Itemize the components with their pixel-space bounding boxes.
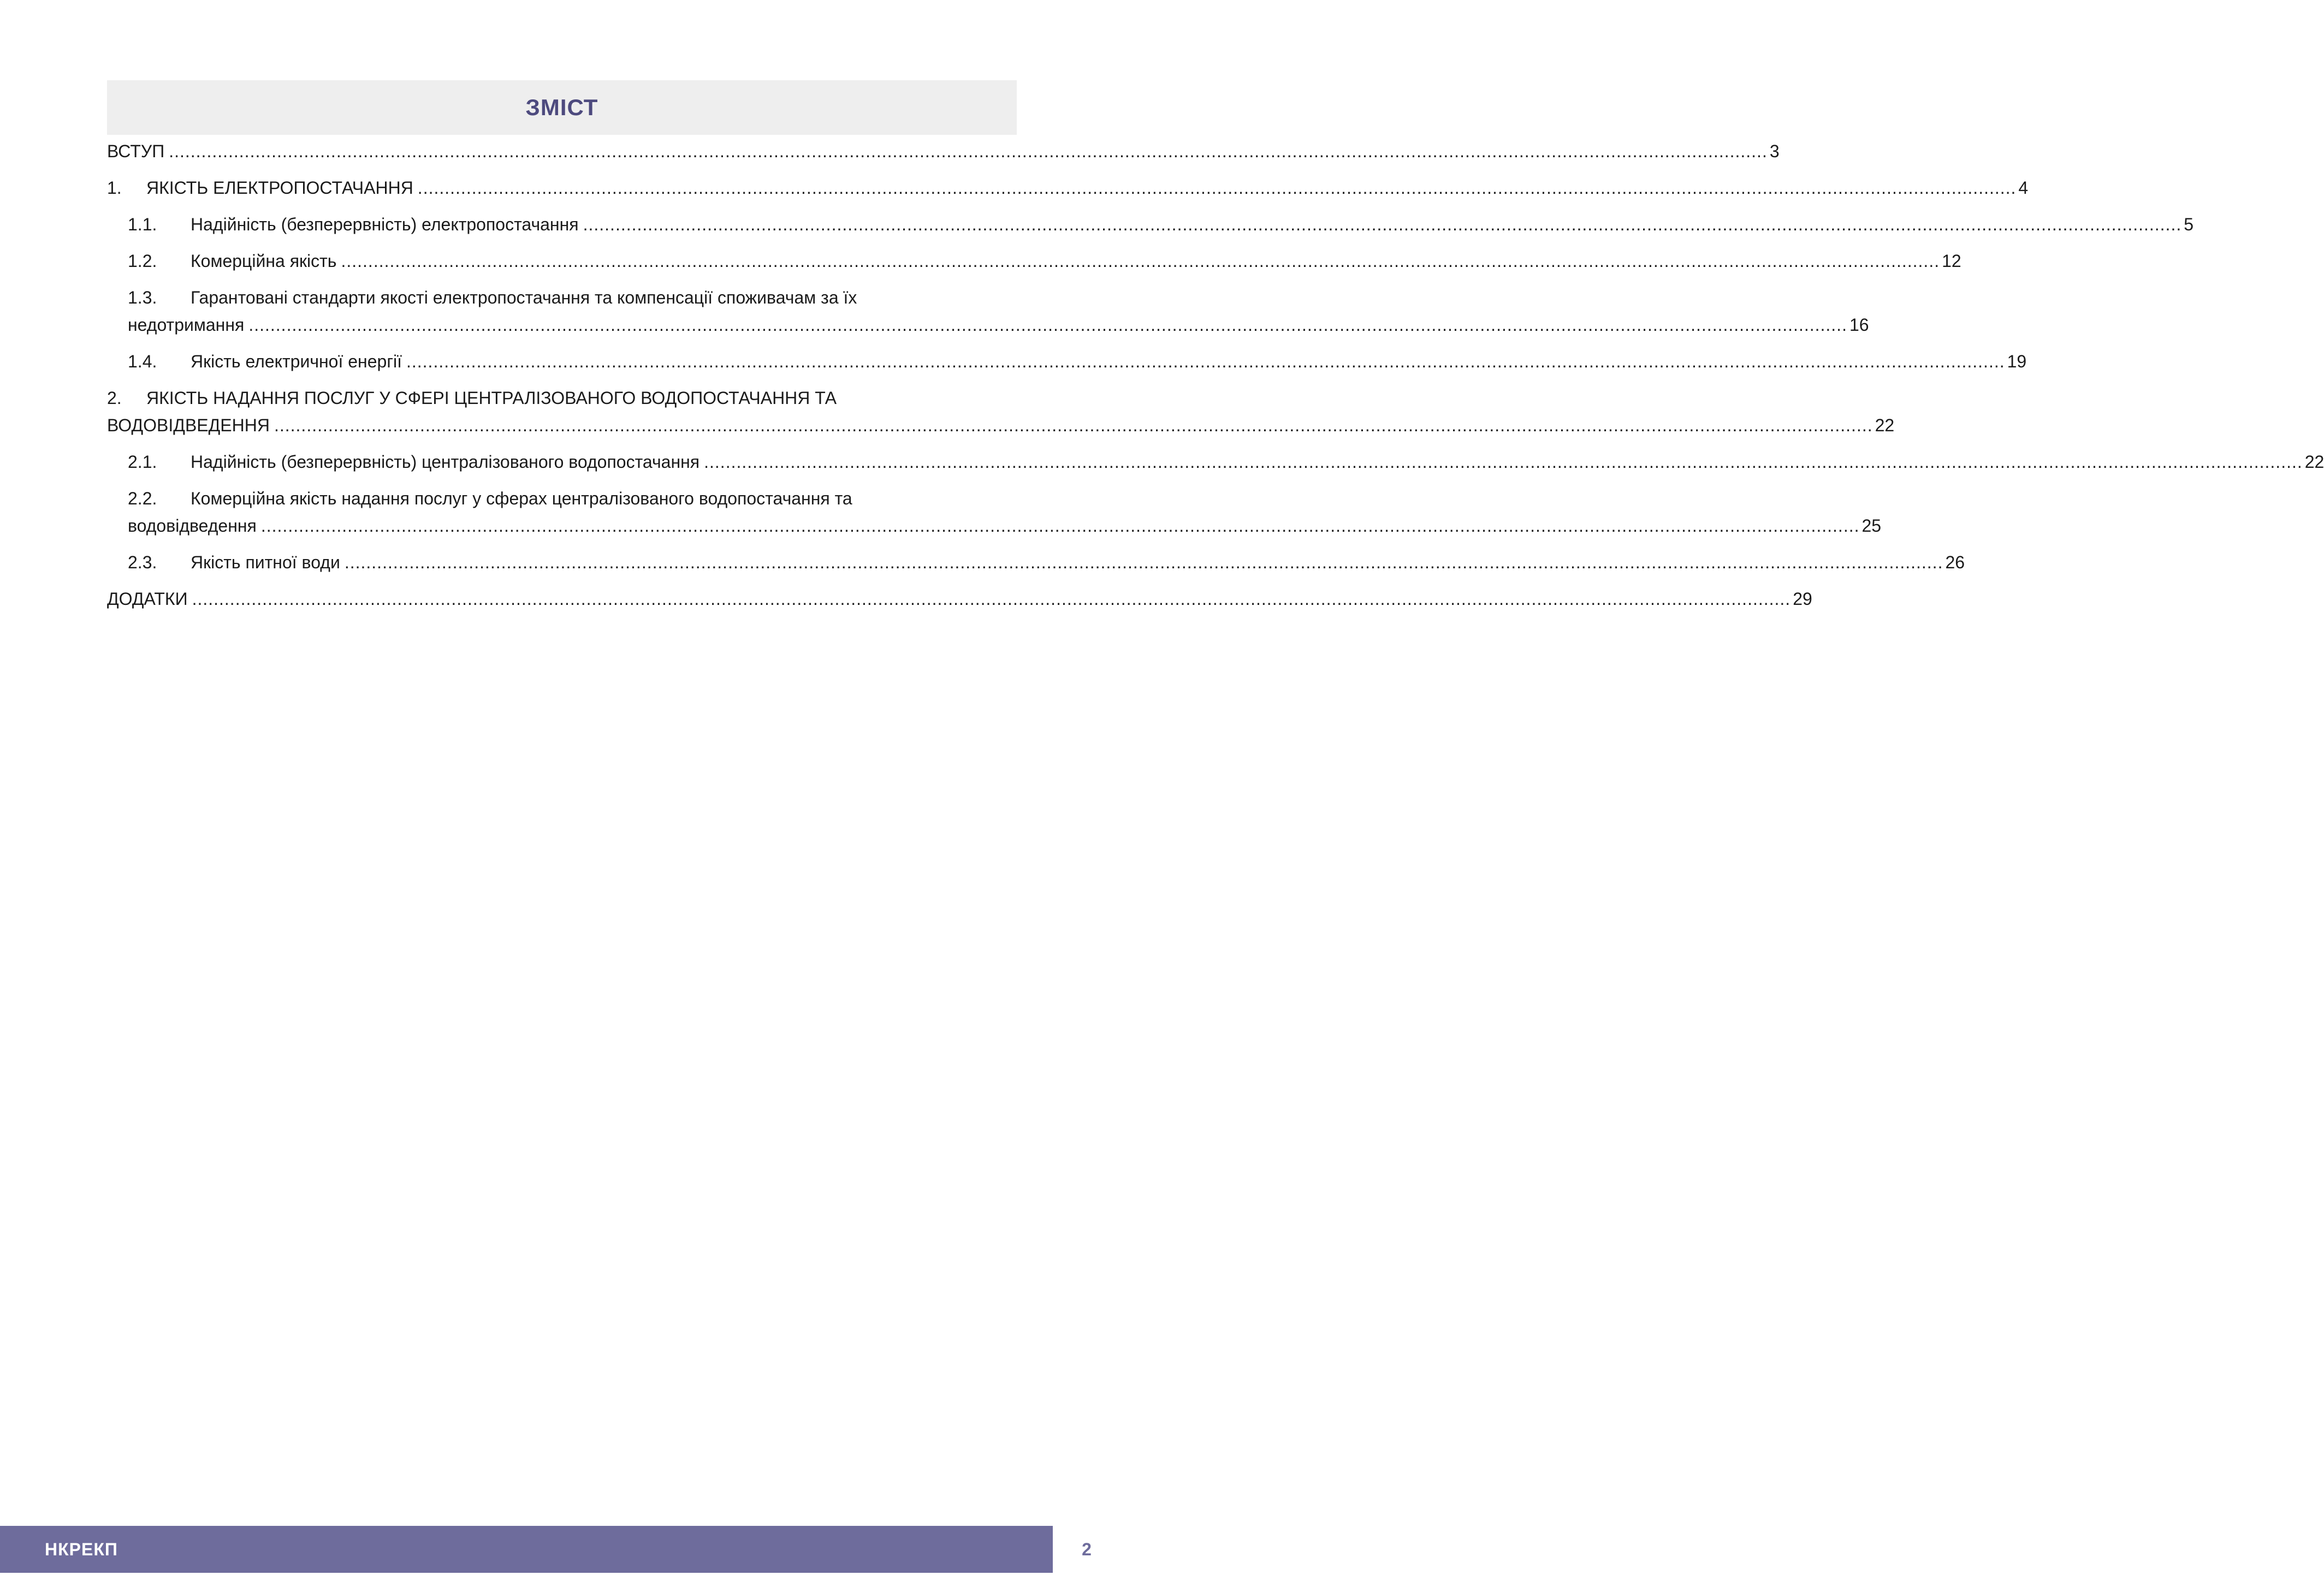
toc-page-number: 3 (1769, 141, 1780, 161)
toc-entry-title: ВСТУП (107, 141, 165, 161)
toc-entry-title: Надійність (безперервність) централізованого водопостачання (191, 452, 700, 472)
toc-entry-number: 2.1. (128, 452, 157, 472)
toc-dot-leader (704, 448, 2303, 476)
toc-dot-leader (274, 412, 1873, 439)
toc-entry-title-continued: недотримання (128, 315, 245, 335)
toc-entry-section-2-1[interactable] (107, 448, 2324, 476)
toc-entry-number: 1.3. (128, 288, 157, 307)
toc-dot-leader (192, 585, 1791, 613)
toc-entry-number: 1.1. (128, 215, 157, 234)
toc-dot-leader (345, 549, 1943, 576)
toc-page-number: 4 (2018, 178, 2029, 198)
toc-dot-leader (248, 311, 1847, 338)
toc-entry-title: ЯКІСТЬ ЕЛЕКТРОПОСТАЧАННЯ (146, 178, 413, 198)
toc-entry-section-1-2[interactable] (107, 247, 1961, 275)
toc-entry-title-continued: водовідведення (128, 516, 257, 536)
footer-page-number: 2 (1082, 1539, 1092, 1559)
toc-entry-section-1-4[interactable] (107, 348, 2027, 375)
toc-entry-title: Якість питної води (191, 552, 340, 572)
toc-entry-number: 2.3. (128, 552, 157, 572)
table-of-contents (107, 138, 2324, 622)
toc-entry-section-1-3[interactable] (107, 284, 1869, 338)
toc-dot-leader (418, 174, 2017, 201)
toc-entry-intro[interactable] (107, 138, 1780, 165)
toc-entry-number: 1.2. (128, 251, 157, 271)
toc-entry-section-2-2[interactable] (107, 485, 1882, 539)
toc-entry-number: 2.2. (128, 489, 157, 508)
toc-entry-section-1-1[interactable] (107, 211, 2194, 238)
toc-entry-title: Якість електричної енергії (191, 352, 402, 371)
footer-bar (0, 1526, 1053, 1573)
toc-dot-leader (583, 211, 2182, 238)
toc-entry-number: 1. (107, 178, 122, 198)
toc-page-number: 19 (2007, 352, 2027, 371)
toc-dot-leader (406, 348, 2005, 375)
toc-entry-title: Гарантовані стандарти якості електропостачання та компенсації споживачам за їх (191, 288, 857, 307)
toc-entry-number: 2. (107, 388, 122, 408)
toc-page-number: 22 (1875, 415, 1895, 435)
toc-page-number: 29 (1793, 589, 1812, 609)
toc-page-number: 25 (1861, 516, 1882, 536)
toc-entry-title: ЯКІСТЬ НАДАННЯ ПОСЛУГ У СФЕРІ ЦЕНТРАЛІЗОВАНОГО ВОДОПОСТАЧАННЯ ТА (146, 388, 837, 408)
toc-entry-appendices[interactable] (107, 585, 1812, 613)
toc-dot-leader (261, 512, 1860, 539)
toc-entry-section-2-3[interactable] (107, 549, 1965, 576)
toc-page-number: 5 (2184, 215, 2194, 234)
toc-header (107, 80, 1017, 135)
toc-entry-number: 1.4. (128, 352, 157, 371)
toc-entry-title-continued: ВОДОВІДВЕДЕННЯ (107, 415, 270, 435)
toc-entry-title: Комерційна якість (191, 251, 337, 271)
footer-organization-label: НКРЕКП (45, 1539, 118, 1559)
toc-dot-leader (169, 138, 1768, 165)
toc-entry-title: Комерційна якість надання послуг у сферах централізованого водопостачання та (191, 489, 852, 508)
toc-entry-title: ДОДАТКИ (107, 589, 188, 609)
toc-title: ЗМІСТ (525, 94, 598, 120)
toc-page-number: 22 (2304, 452, 2324, 472)
toc-page-number: 12 (1942, 251, 1961, 271)
toc-entry-section-2[interactable] (107, 384, 1895, 439)
toc-entry-title: Надійність (безперервність) електропостачання (191, 215, 579, 234)
toc-page-number: 16 (1849, 315, 1869, 335)
toc-dot-leader (341, 247, 1940, 275)
toc-entry-section-1[interactable] (107, 174, 2029, 201)
toc-page-number: 26 (1945, 552, 1965, 572)
